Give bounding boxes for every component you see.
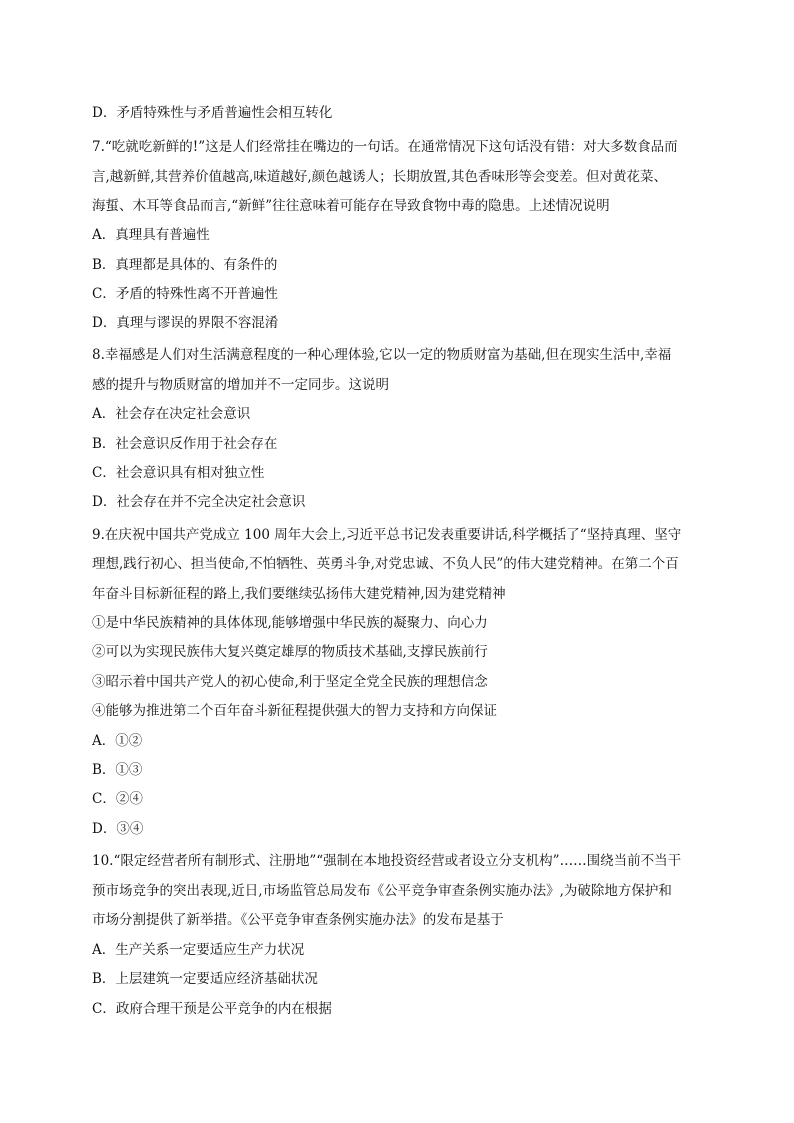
q10-stem-line-2: 预市场竞争的突出表现,近日,市场监管总局发布《公平竞争审查条例实施办法》,为破除地方保护和: [92, 883, 672, 899]
q8-option-a: A．社会存在决定社会意识: [92, 406, 251, 422]
q8-stem-line-2: 感的提升与物质财富的增加并不一定同步。这说明: [92, 377, 389, 393]
q7-stem-line-1: 7.“吃就吃新鲜的!”这是人们经常挂在嘴边的一句话。在通常情况下这句话没有错：对大多数食品而: [92, 139, 678, 155]
q7-option-b: B．真理都是具体的、有条件的: [92, 257, 278, 273]
q9-option-a: A．①②: [92, 733, 143, 749]
q9-stem-line-1: 9.在庆祝中国共产党成立 100 周年大会上,习近平总书记发表重要讲话,科学概括了“坚持真理、坚守: [92, 527, 682, 543]
q7-option-d: D．真理与谬误的界限不容混淆: [92, 315, 279, 331]
q10-stem-line-1: 10.“限定经营者所有制形式、注册地”“强制在本地投资经营或者设立分支机构”……围绕当前不当干: [92, 853, 682, 869]
q9-statement-2: ②可以为实现民族伟大复兴奠定雄厚的物质技术基础,支撑民族前行: [92, 644, 488, 660]
q7-option-a: A．真理具有普遍性: [92, 227, 210, 243]
q10-option-c: C．政府合理干预是公平竞争的内在根据: [92, 1001, 332, 1017]
q9-option-c: C．②④: [92, 791, 143, 807]
q9-statement-4: ④能够为推进第二个百年奋斗新征程提供强大的智力支持和方向保证: [92, 703, 497, 719]
q8-option-b: B．社会意识反作用于社会存在: [92, 436, 278, 452]
q10-option-b: B．上层建筑一定要适应经济基础状况: [92, 971, 318, 987]
q8-option-d: D．社会存在并不完全决定社会意识: [92, 494, 306, 510]
q10-option-a: A．生产关系一定要适应生产力状况: [92, 942, 305, 958]
q8-stem-line-1: 8.幸福感是人们对生活满意程度的一种心理体验,它以一定的物质财富为基础,但在现实生活中,幸福: [92, 347, 672, 363]
q9-option-d: D．③④: [92, 821, 144, 837]
q9-stem-line-2: 理想,践行初心、担当使命,不怕牺牲、英勇斗争,对党忠诚、不负人民”的伟大建党精神。在第二个百: [92, 556, 679, 572]
q7-option-c: C．矛盾的特殊性离不开普遍性: [92, 286, 278, 302]
q7-stem-line-2: 言,越新鲜,其营养价值越高,味道越好,颜色越诱人；长期放置,其色香味形等会变差。但对黄花菜、: [92, 169, 667, 185]
q7-stem-line-3: 海蜇、木耳等食品而言,“新鲜”往往意味着可能存在导致食物中毒的隐患。上述情况说明: [92, 198, 610, 214]
q9-option-b: B．①③: [92, 762, 143, 778]
q9-statement-1: ①是中华民族精神的具体体现,能够增强中华民族的凝聚力、向心力: [92, 615, 488, 631]
q9-stem-line-3: 年奋斗目标新征程的路上,我们要继续弘扬伟大建党精神,因为建党精神: [92, 586, 506, 602]
q10-stem-line-3: 市场分割提供了新举措。《公平竞争审查条例实施办法》的发布是基于: [92, 912, 504, 928]
q8-option-c: C．社会意识具有相对独立性: [92, 465, 265, 481]
q9-statement-3: ③昭示着中国共产党人的初心使命,利于坚定全党全民族的理想信念: [92, 674, 488, 690]
q6-option-d: D．矛盾特殊性与矛盾普遍性会相互转化: [92, 105, 333, 121]
